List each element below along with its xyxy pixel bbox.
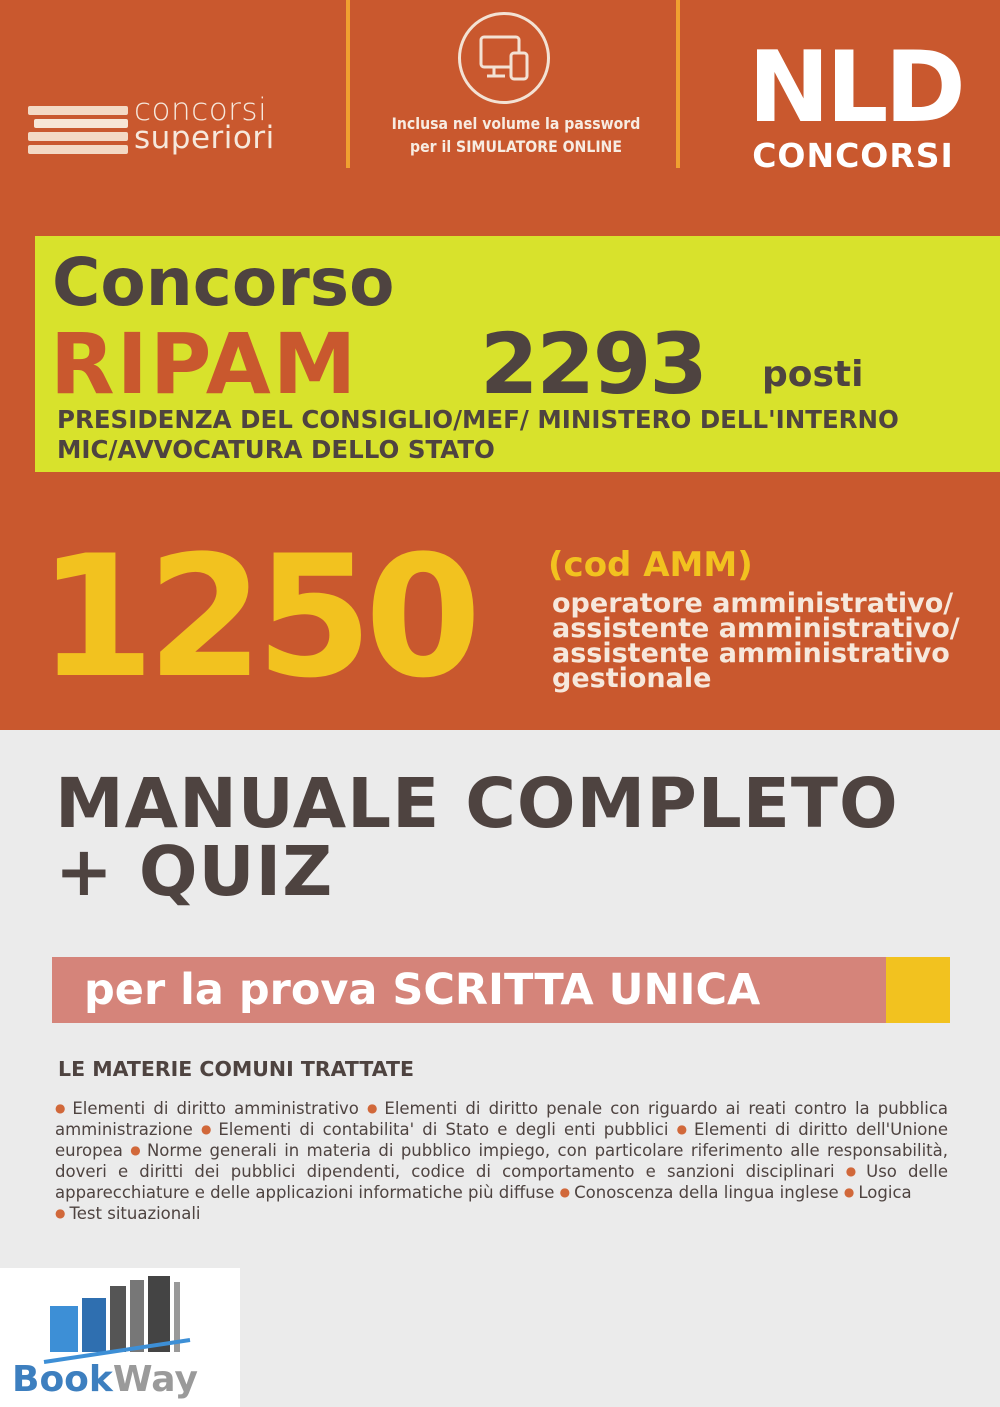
bookway-word-way: Way bbox=[112, 1359, 198, 1400]
logo-word-1: concorsi bbox=[134, 92, 268, 128]
book-title-line1: MANUALE COMPLETO bbox=[55, 764, 899, 844]
role-line: assistente amministrativo bbox=[552, 638, 950, 669]
subjects-list bbox=[55, 1098, 948, 1224]
banner-accent-block bbox=[886, 957, 950, 1023]
exam-banner bbox=[52, 957, 950, 1023]
profile-count: 1250 bbox=[38, 519, 474, 715]
seats-unit: posti bbox=[762, 354, 864, 395]
seats-number: 2293 bbox=[480, 315, 706, 413]
header-divider-right bbox=[676, 0, 680, 168]
subject-item: Logica bbox=[858, 1183, 912, 1202]
simulator-note-line2: per il SIMULATORE ONLINE bbox=[410, 137, 622, 156]
books-stack-icon bbox=[28, 106, 128, 158]
exam-banner-text: per la prova SCRITTA UNICA bbox=[84, 965, 761, 1015]
subject-item: Norme generali in materia di pubblico impiego, con particolare riferimento alle responsabilità, doveri e diritti dei pubblici dipendenti, codice di comportamento e sanzioni disciplinari bbox=[55, 1141, 948, 1181]
bullet-icon: ● bbox=[367, 1101, 381, 1115]
bookway-books-icon bbox=[40, 1276, 200, 1366]
profile-code: (cod AMM) bbox=[548, 545, 753, 585]
profile-roles bbox=[552, 588, 982, 694]
bullet-icon: ● bbox=[55, 1206, 66, 1220]
header-divider-left bbox=[346, 0, 350, 168]
simulator-note bbox=[380, 112, 651, 158]
subject-item: Elementi di diritto penale con riguardo ai reati contro la pubblica amministrazione bbox=[55, 1099, 949, 1139]
entities-list bbox=[57, 405, 899, 465]
devices-icon bbox=[458, 12, 550, 104]
bullet-icon: ● bbox=[130, 1143, 143, 1157]
entities-line-1: PRESIDENZA DEL CONSIGLIO/MEF/ MINISTERO DELL'INTERNO bbox=[57, 405, 899, 434]
entities-line-2: MIC/AVVOCATURA DELLO STATO bbox=[57, 435, 495, 464]
role-line: assistente amministrativo/ bbox=[552, 613, 960, 644]
bullet-icon: ● bbox=[676, 1122, 690, 1136]
subject-item: Conoscenza della lingua inglese bbox=[574, 1183, 839, 1202]
book-title-line2: + QUIZ bbox=[55, 832, 334, 912]
bullet-icon: ● bbox=[200, 1122, 215, 1136]
bullet-icon: ● bbox=[843, 1185, 855, 1199]
simulator-note-line1: Inclusa nel volume la password bbox=[391, 114, 641, 133]
concorsi-superiori-logo bbox=[28, 92, 318, 166]
subject-item: Elementi di contabilita' di Stato e degli enti pubblici bbox=[218, 1120, 669, 1139]
bullet-icon: ● bbox=[845, 1164, 863, 1178]
role-line: gestionale bbox=[552, 663, 712, 694]
bullet-icon: ● bbox=[55, 1101, 69, 1115]
role-line: operatore amministrativo/ bbox=[552, 588, 954, 619]
bookway-watermark bbox=[0, 1268, 240, 1407]
logo-word-2: superiori bbox=[134, 120, 275, 156]
concorso-label: Concorso bbox=[52, 244, 395, 321]
subject-item: Elementi di diritto dell'Unione europea bbox=[55, 1120, 948, 1160]
subject-item: Test situazionali bbox=[69, 1204, 201, 1223]
bullet-icon: ● bbox=[559, 1185, 571, 1199]
subject-item: Elementi di diritto amministrativo bbox=[72, 1099, 359, 1118]
bookway-word-book: Book bbox=[12, 1359, 113, 1400]
ripam-title: RIPAM bbox=[50, 315, 359, 413]
nld-logo-mark: NLD bbox=[748, 31, 962, 145]
book-title bbox=[55, 764, 899, 912]
subjects-heading: LE MATERIE COMUNI TRATTATE bbox=[58, 1057, 415, 1081]
nld-logo-subtitle: CONCORSI bbox=[752, 136, 954, 175]
subject-item: Uso delle apparecchiature e delle applicazioni informatiche più diffuse bbox=[55, 1162, 948, 1202]
nld-concorsi-logo bbox=[748, 31, 962, 175]
